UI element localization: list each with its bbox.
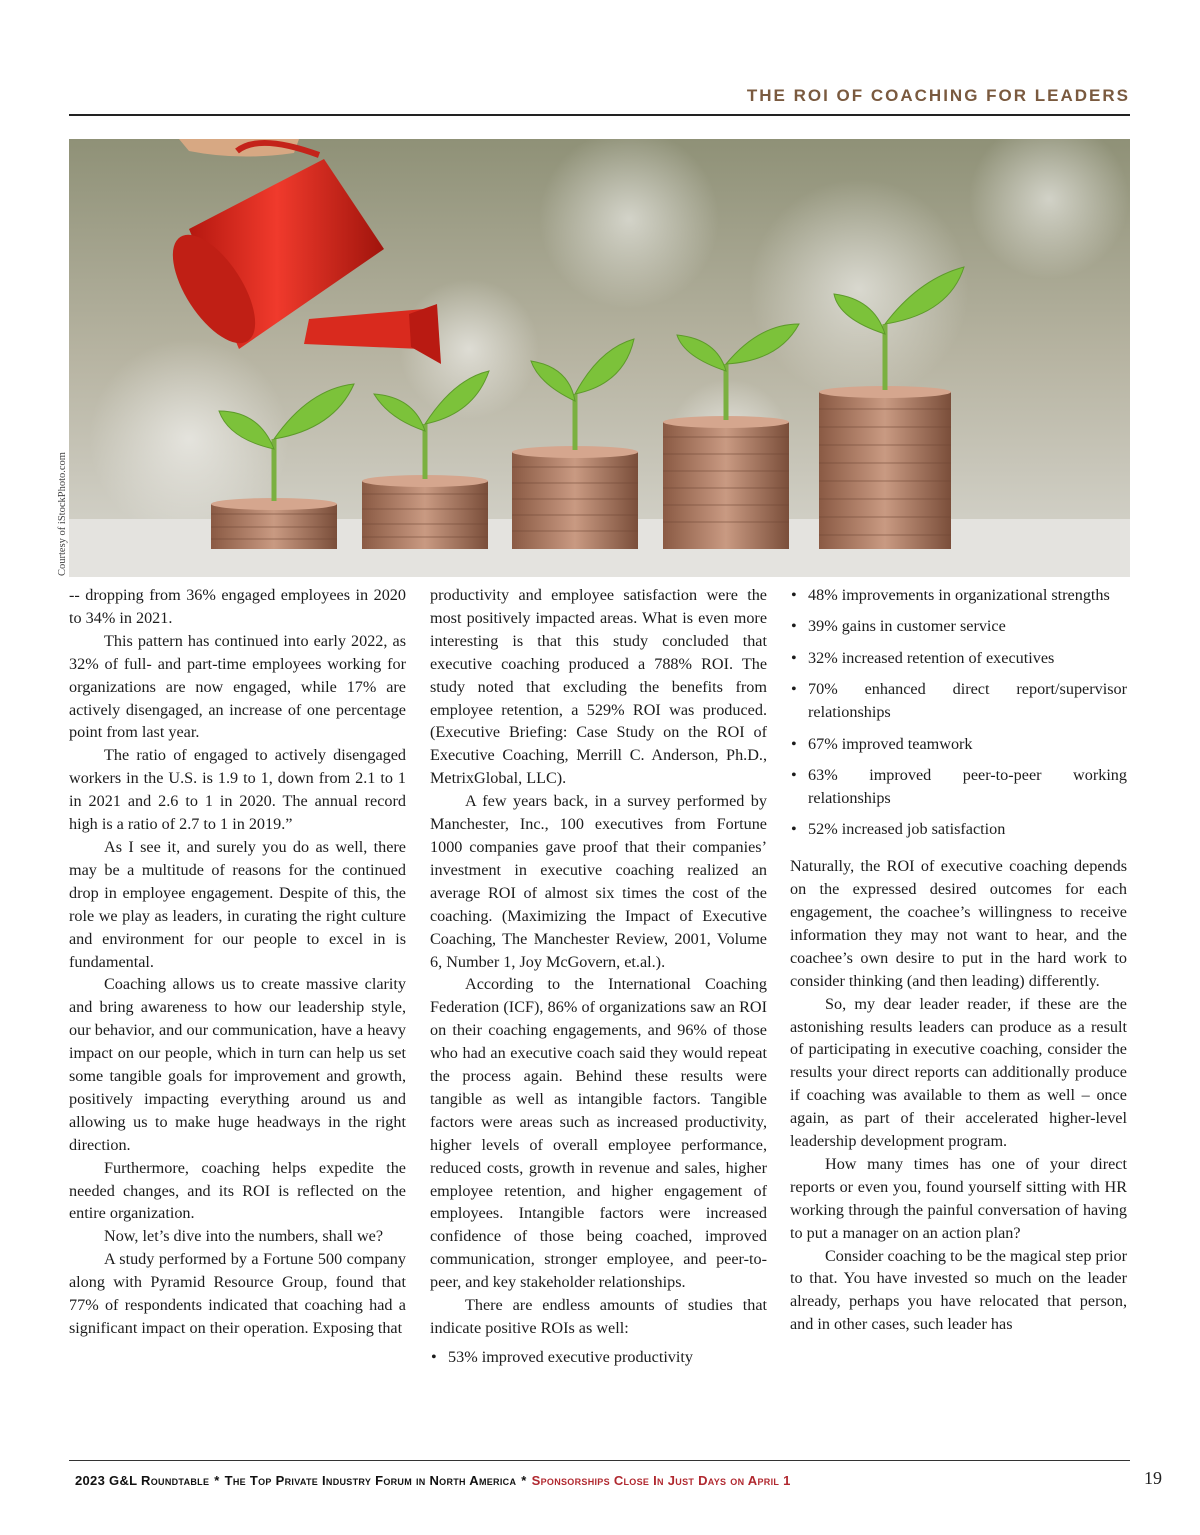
paragraph: productivity and employee satisfaction were the most positively impacted areas. What is even more interesting is that this study concluded that executive coaching produced a 788% ROI. The study noted that excluding the benefits from employee retention, a 529% ROI was produced. (Executive Briefing: Case Study on the ROI of Executive Coaching, Merrill C. Anderson, Ph.D., MetrixGlobal, LLC). <box>430 586 767 788</box>
paragraph: -- dropping from 36% engaged employees in 2020 to 34% in 2021. <box>69 586 406 627</box>
footer-tagline: The Top Private Industry Forum in North America <box>224 1473 517 1488</box>
paragraph: How many times has one of your direct reports or even you, found yourself sitting with HR working through the painful conversation of having to put a manager on an action plan? <box>790 1154 1127 1242</box>
list-item: • 67% improved teamwork <box>790 733 1127 756</box>
paragraph: Now, let’s dive into the numbers, shall we? <box>104 1227 384 1246</box>
paragraph: Furthermore, coaching helps expedite the needed changes, and its ROI is reflected on the entire organization. <box>69 1158 406 1223</box>
list-item: • 63% improved peer-to-peer working relationships <box>790 764 1127 810</box>
paragraph: A study performed by a Fortune 500 company along with Pyramid Resource Group, found that 77% of respondents indicated that coaching had a significant impact on their operation. Exposing that <box>69 1250 406 1337</box>
list-item: • 48% improvements in organizational strengths <box>790 584 1127 607</box>
paragraph: A few years back, in a survey performed by Manchester, Inc., 100 executives from Fortune 1000 companies gave proof that their companies’ investment in executive coaching realized an average ROI of almost six times the cost of the coaching. (Maximizing the Impact of Executive Coaching, The Manchester Review, 2001, Volume 6, Number 1, Joy McGovern, et.al.). <box>430 792 767 971</box>
paragraph: Naturally, the ROI of executive coaching depends on the expressed desired outcomes for each engagement, the coachee’s willingness to receive information they may not want to hear, and the coachee’s own desire to put in the hard work to consider thinking (and then leading) differently. <box>790 857 1127 990</box>
article-column-3 <box>790 584 1127 1336</box>
paragraph: Consider coaching to be the magical step prior to that. You have invested so much on the leader already, perhaps you have relocated that person, and in other cases, such leader has <box>790 1246 1127 1334</box>
list-item: • 32% increased retention of executives <box>790 647 1127 670</box>
footer-separator: * <box>521 1473 527 1488</box>
footer-event-name: 2023 G&L Roundtable <box>75 1473 210 1488</box>
paragraph: The ratio of engaged to actively disengaged workers in the U.S. is 1.9 to 1, down from 2.1 to 1 in 2021 and 2.6 to 1 in 2020. The annual record high is a ratio of 2.7 to 1 in 2019.” <box>69 746 406 834</box>
paragraph: So, my dear leader reader, if these are the astonishing results leaders can produce as a result of participating in executive coaching, consider the results your direct reports can additionally produce if coaching was available to them as well – once again, as part of their accelerated higher-level leadership development program. <box>790 994 1127 1151</box>
list-item: • 52% increased job satisfaction <box>790 818 1127 841</box>
list-item: • 53% improved executive productivity <box>430 1346 767 1369</box>
page-number: 19 <box>1144 1468 1162 1488</box>
footer-separator: * <box>214 1473 220 1488</box>
photo-credit: Courtesy of iStockPhoto.com <box>57 452 68 576</box>
paragraph: There are endless amounts of studies that indicate positive ROIs as well: <box>430 1296 767 1337</box>
list-item: • 39% gains in customer service <box>790 615 1127 638</box>
article-column-1 <box>69 584 406 1340</box>
list-item: • 70% enhanced direct report/supervisor relationships <box>790 678 1127 724</box>
footer-banner <box>75 1473 791 1488</box>
header-rule <box>69 114 1130 116</box>
paragraph: According to the International Coaching Federation (ICF), 86% of organizations saw an ROI on their coaching engagements, and 96% of those who had an executive coach said they would repeat the process again. Behind these results were tangible as well as intangible factors. Tangible factors were areas such as increased productivity, higher levels of overall employee performance, reduced costs, growth in revenue and sales, higher employee retention, and higher engagement of employees. Intangible factors were increased confidence of those being coached, improved communication, stronger employee, and peer-to-peer, and key stakeholder relationships. <box>430 975 767 1292</box>
footer-sponsorship-notice: Sponsorships Close In Just Days on April 1 <box>531 1473 791 1488</box>
paragraph: As I see it, and surely you do as well, there may be a multitude of reasons for the continued drop in employee engagement. Despite of this, the role we play as leaders, in curating the right culture and environment for our people to excel in is fundamental. <box>69 837 406 971</box>
paragraph: This pattern has continued into early 2022, as 32% of full- and part-time employees working for organizations are now engaged, while 17% are actively disengaged, an increase of one percentage point from last year. <box>69 631 406 742</box>
footer-rule <box>69 1460 1130 1461</box>
paragraph: Coaching allows us to create massive clarity and bring awareness to how our leadership style, our behavior, and our communication, have a heavy impact on our people, which in turn can help us set some tangible goals for improvement and growth, positively impacting everything around us and allowing us to make huge headways in the right direction. <box>69 975 406 1154</box>
article-column-2 <box>430 584 767 1377</box>
roi-bullet-list <box>790 584 1127 841</box>
hero-photo <box>69 139 1130 577</box>
section-title: THE ROI OF COACHING FOR LEADERS <box>746 86 1130 105</box>
roi-bullet-list <box>430 1346 767 1369</box>
